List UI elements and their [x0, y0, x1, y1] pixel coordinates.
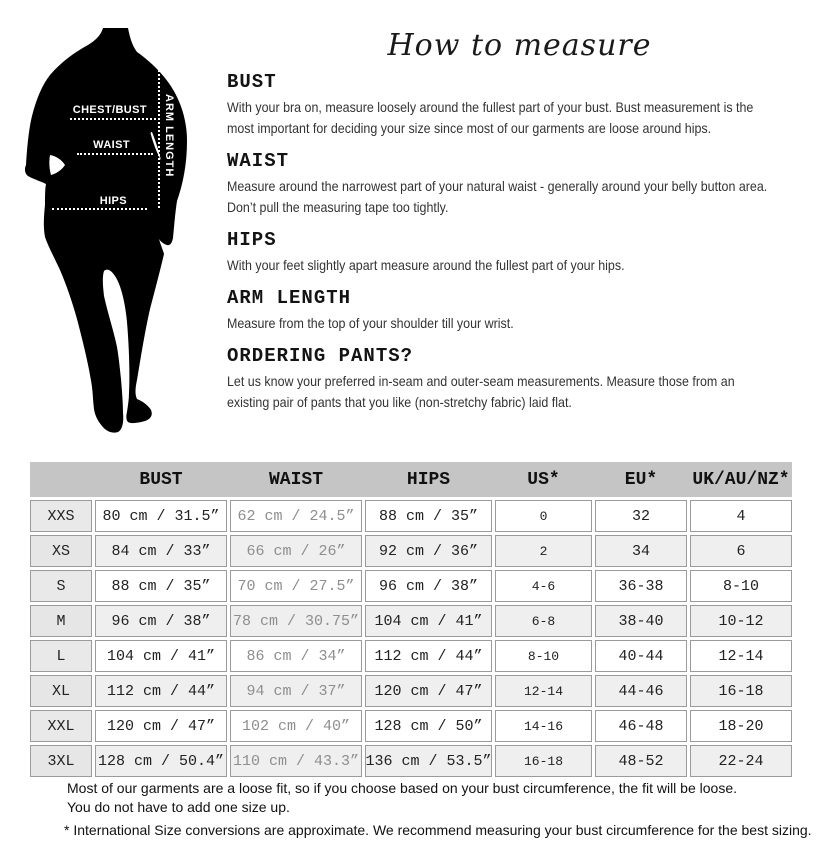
table-cell: 78 cm / 30.75” — [230, 605, 362, 637]
hips-measure-line — [52, 208, 147, 210]
size-table-header-cell: UK/AU/NZ* — [692, 469, 790, 490]
section-bust — [227, 72, 812, 139]
size-table-header-cell: HIPS — [406, 469, 451, 490]
table-cell: 88 cm / 35” — [365, 500, 492, 532]
page-title: How to measure — [387, 28, 652, 63]
table-cell: 34 — [595, 535, 687, 567]
table-row-m — [30, 605, 792, 637]
table-cell: 80 cm / 31.5” — [95, 500, 227, 532]
measurement-figure — [25, 28, 215, 443]
table-cell: M — [30, 605, 92, 637]
table-cell: 104 cm / 41” — [95, 640, 227, 672]
table-cell: 10-12 — [690, 605, 792, 637]
table-cell: 12-14 — [495, 675, 592, 707]
table-cell: 66 cm / 26” — [230, 535, 362, 567]
table-row-xxl — [30, 710, 792, 742]
waist-measure-line — [77, 153, 153, 155]
table-cell: 128 cm / 50.4” — [95, 745, 227, 777]
arm-length-label: ARM LENGTH — [163, 94, 175, 178]
section-heading-hips: HIPS — [227, 229, 277, 251]
table-cell: 16-18 — [495, 745, 592, 777]
table-cell: 120 cm / 47” — [365, 675, 492, 707]
table-cell: 88 cm / 35” — [95, 570, 227, 602]
section-body-line: With your bra on, measure loosely around the fullest part of your bust. Bust measurement is the — [227, 99, 754, 115]
table-cell: 32 — [595, 500, 687, 532]
conversion-note: * International Size conversions are approximate. We recommend measuring your bust circumference for the best sizing. — [64, 822, 812, 838]
section-ordering-pants — [227, 346, 812, 413]
section-hips — [227, 230, 812, 276]
section-heading-bust: BUST — [227, 71, 277, 93]
section-body-line: Measure around the narrowest part of your natural waist - generally around your belly button area. — [227, 178, 768, 194]
table-row-3xl — [30, 745, 792, 777]
table-cell: 112 cm / 44” — [365, 640, 492, 672]
table-cell: 0 — [495, 500, 592, 532]
size-table-header-cell: EU* — [624, 469, 658, 490]
table-cell: 4 — [690, 500, 792, 532]
table-cell: 8-10 — [495, 640, 592, 672]
table-cell: S — [30, 570, 92, 602]
table-cell: 92 cm / 36” — [365, 535, 492, 567]
table-cell: 44-46 — [595, 675, 687, 707]
size-table-header-cell: BUST — [139, 469, 183, 490]
fit-note-line: You do not have to add one size up. — [67, 799, 290, 815]
table-cell: 6-8 — [495, 605, 592, 637]
table-cell: 4-6 — [495, 570, 592, 602]
size-table — [30, 462, 792, 777]
table-cell: 16-18 — [690, 675, 792, 707]
waist-label: WAIST — [93, 139, 130, 151]
table-row-s — [30, 570, 792, 602]
table-cell: 14-16 — [495, 710, 592, 742]
table-row-xxs — [30, 500, 792, 532]
table-cell: 62 cm / 24.5” — [230, 500, 362, 532]
table-cell: 120 cm / 47” — [95, 710, 227, 742]
body-silhouette — [25, 28, 215, 443]
table-cell: 86 cm / 34” — [230, 640, 362, 672]
table-cell: 84 cm / 33” — [95, 535, 227, 567]
section-arm-length — [227, 288, 812, 334]
table-cell: 38-40 — [595, 605, 687, 637]
size-table-header-cell: WAIST — [268, 469, 323, 490]
table-cell: XS — [30, 535, 92, 567]
table-cell: 110 cm / 43.3” — [230, 745, 362, 777]
table-cell: 2 — [495, 535, 592, 567]
table-cell: XXS — [30, 500, 92, 532]
size-table-header-cell: US* — [527, 469, 560, 490]
size-table-header-cell — [30, 462, 92, 497]
section-body-line: most important for deciding your size since most of our garments are loose around hips. — [227, 120, 712, 136]
table-cell: 6 — [690, 535, 792, 567]
instructions-column — [227, 28, 812, 413]
section-body-line: Let us know your preferred in-seam and outer-seam measurements. Measure those from an — [227, 373, 735, 389]
table-cell: 96 cm / 38” — [95, 605, 227, 637]
table-cell: 96 cm / 38” — [365, 570, 492, 602]
section-heading-waist: WAIST — [227, 150, 290, 172]
section-body-line: existing pair of pants that you like (non-stretchy fabric) laid flat. — [227, 394, 572, 410]
section-heading-ordering-pants: ORDERING PANTS? — [227, 345, 414, 367]
chest-bust-label: CHEST/BUST — [72, 104, 147, 116]
chest-measure-line — [70, 118, 160, 120]
table-cell: 8-10 — [690, 570, 792, 602]
table-cell: 136 cm / 53.5” — [365, 745, 492, 777]
table-cell: 70 cm / 27.5” — [230, 570, 362, 602]
table-cell: 18-20 — [690, 710, 792, 742]
table-cell: 102 cm / 40” — [230, 710, 362, 742]
table-cell: 3XL — [30, 745, 92, 777]
table-cell: 12-14 — [690, 640, 792, 672]
table-cell: 94 cm / 37” — [230, 675, 362, 707]
table-cell: 40-44 — [595, 640, 687, 672]
table-row-xl — [30, 675, 792, 707]
size-table-header — [30, 462, 792, 497]
table-row-xs — [30, 535, 792, 567]
table-cell: 112 cm / 44” — [95, 675, 227, 707]
table-cell: 48-52 — [595, 745, 687, 777]
fit-note-line: Most of our garments are a loose fit, so if you choose based on your bust circumference, the fit will be loose. — [67, 780, 738, 796]
section-body-line: Measure from the top of your shoulder till your wrist. — [227, 315, 514, 331]
table-cell: 36-38 — [595, 570, 687, 602]
section-heading-arm-length: ARM LENGTH — [227, 287, 352, 309]
table-cell: 22-24 — [690, 745, 792, 777]
table-cell: 128 cm / 50” — [365, 710, 492, 742]
fit-note — [67, 779, 737, 817]
section-body-line: With your feet slightly apart measure around the fullest part of your hips. — [227, 257, 625, 273]
table-cell: XL — [30, 675, 92, 707]
table-cell: L — [30, 640, 92, 672]
table-row-l — [30, 640, 792, 672]
table-cell: 104 cm / 41” — [365, 605, 492, 637]
arm-length-measure-line — [158, 62, 160, 208]
table-cell: 46-48 — [595, 710, 687, 742]
section-waist — [227, 151, 812, 218]
table-cell: XXL — [30, 710, 92, 742]
hips-label: HIPS — [99, 195, 127, 207]
section-body-line: Don’t pull the measuring tape too tightly. — [227, 199, 449, 215]
